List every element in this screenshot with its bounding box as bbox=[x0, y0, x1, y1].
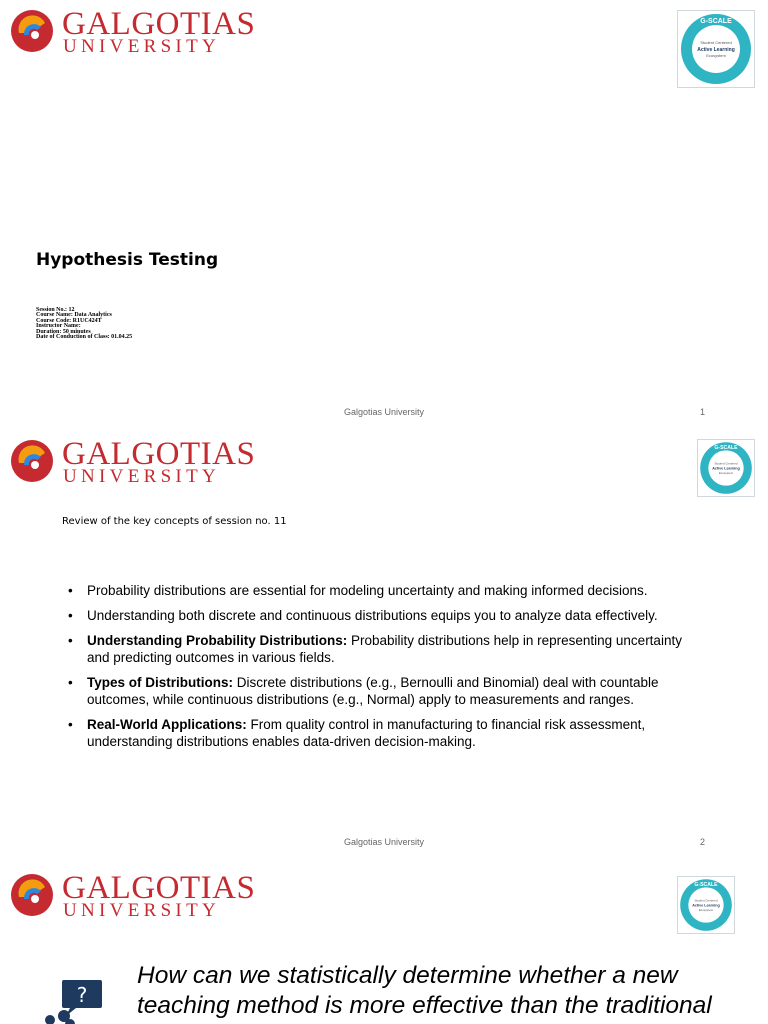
university-logo bbox=[10, 436, 256, 487]
logo-swirl-icon bbox=[10, 871, 58, 919]
slide-3 bbox=[0, 860, 768, 1024]
logo-wordmark: GALGOTIAS bbox=[62, 6, 256, 42]
badge-line-3: Ecosystem bbox=[698, 907, 714, 912]
logo-subword: UNIVERSITY bbox=[63, 466, 220, 487]
university-logo bbox=[10, 870, 256, 921]
review-heading: Review of the key concepts of session no. 11 bbox=[62, 516, 287, 527]
course-name: Course Name: Data Analytics bbox=[36, 312, 112, 319]
list-item-lead: Understanding Probability Distributions: bbox=[87, 633, 348, 648]
list-item-text: Probability distributions help in representing uncertainty and predicting outcomes in various fields. bbox=[87, 633, 682, 665]
logo-swirl-icon bbox=[10, 437, 58, 485]
badge-ring-text: G-SCALE bbox=[714, 444, 738, 451]
question-line: teaching method is more effective than the traditional bbox=[137, 992, 712, 1019]
list-item bbox=[68, 582, 698, 599]
badge-line-2: Active Learning bbox=[712, 466, 740, 471]
logo-wordmark: GALGOTIAS bbox=[62, 436, 256, 472]
duration: Duration: 50 minutes bbox=[36, 328, 91, 335]
badge-line-3: Ecosystem bbox=[718, 470, 734, 475]
list-item bbox=[68, 632, 698, 666]
list-item-text: From quality control in manufacturing to financial risk assessment, understanding distributions enables data-driven decision-making. bbox=[87, 717, 646, 749]
badge-line-3: Ecosystem bbox=[706, 53, 726, 58]
session-number: Session No.: 12 bbox=[36, 307, 75, 313]
list-item bbox=[68, 607, 698, 624]
gscale-badge-icon bbox=[678, 11, 754, 87]
badge-line-2: Active Learning bbox=[697, 47, 735, 53]
gscale-badge bbox=[677, 876, 735, 934]
list-item-text: Probability distributions are essential for modeling uncertainty and making informed decisions. bbox=[87, 583, 648, 598]
gscale-badge bbox=[697, 439, 755, 497]
gscale-badge-icon bbox=[678, 877, 734, 933]
logo-wordmark: GALGOTIAS bbox=[62, 870, 256, 906]
slide-1 bbox=[0, 0, 768, 430]
badge-line-1: Student Centered bbox=[714, 461, 738, 466]
badge-ring-text: G-SCALE bbox=[700, 18, 732, 25]
badge-line-1: Student Centered bbox=[700, 40, 732, 45]
instructor-name: Instructor Name: bbox=[36, 323, 81, 330]
badge-line-1: Student Centered bbox=[694, 898, 718, 903]
svg-text:?: ? bbox=[76, 983, 88, 1007]
badge-line-2: Active Learning bbox=[692, 903, 720, 908]
list-item-text: Understanding both discrete and continuous distributions equips you to analyze data effectively. bbox=[87, 608, 658, 623]
list-item-text: Discrete distributions (e.g., Bernoulli and Binomial) deal with countable outcomes, while continuous distributions (e.g., Normal) apply to measurements and ranges. bbox=[87, 675, 659, 707]
question-text bbox=[137, 961, 757, 1021]
university-logo bbox=[10, 6, 256, 57]
slide-title: Hypothesis Testing bbox=[36, 250, 219, 270]
logo-subword: UNIVERSITY bbox=[63, 900, 220, 921]
slide-footer: Galgotias University bbox=[343, 837, 425, 847]
course-code: Course Code: R1UC424T bbox=[36, 317, 102, 324]
logo-subword: UNIVERSITY bbox=[63, 36, 220, 57]
question-chat-icon bbox=[44, 978, 104, 1024]
session-details bbox=[36, 308, 132, 340]
gscale-badge bbox=[677, 10, 755, 88]
slide-footer: Galgotias University bbox=[343, 407, 425, 417]
key-concepts-list bbox=[68, 582, 698, 758]
page-number: 1 bbox=[700, 407, 706, 417]
date-of-class: Date of Conduction of Class: 01.04.25 bbox=[36, 333, 133, 340]
badge-ring-text: G-SCALE bbox=[694, 881, 718, 888]
slide-2 bbox=[0, 430, 768, 860]
logo-swirl-icon bbox=[10, 7, 58, 55]
list-item-lead: Real-World Applications: bbox=[87, 717, 247, 732]
list-item bbox=[68, 674, 698, 708]
list-item bbox=[68, 716, 698, 750]
page-number: 2 bbox=[700, 837, 706, 847]
list-item-lead: Types of Distributions: bbox=[87, 675, 234, 690]
gscale-badge-icon bbox=[698, 440, 754, 496]
question-line: How can we statistically determine whether a new bbox=[137, 962, 678, 989]
